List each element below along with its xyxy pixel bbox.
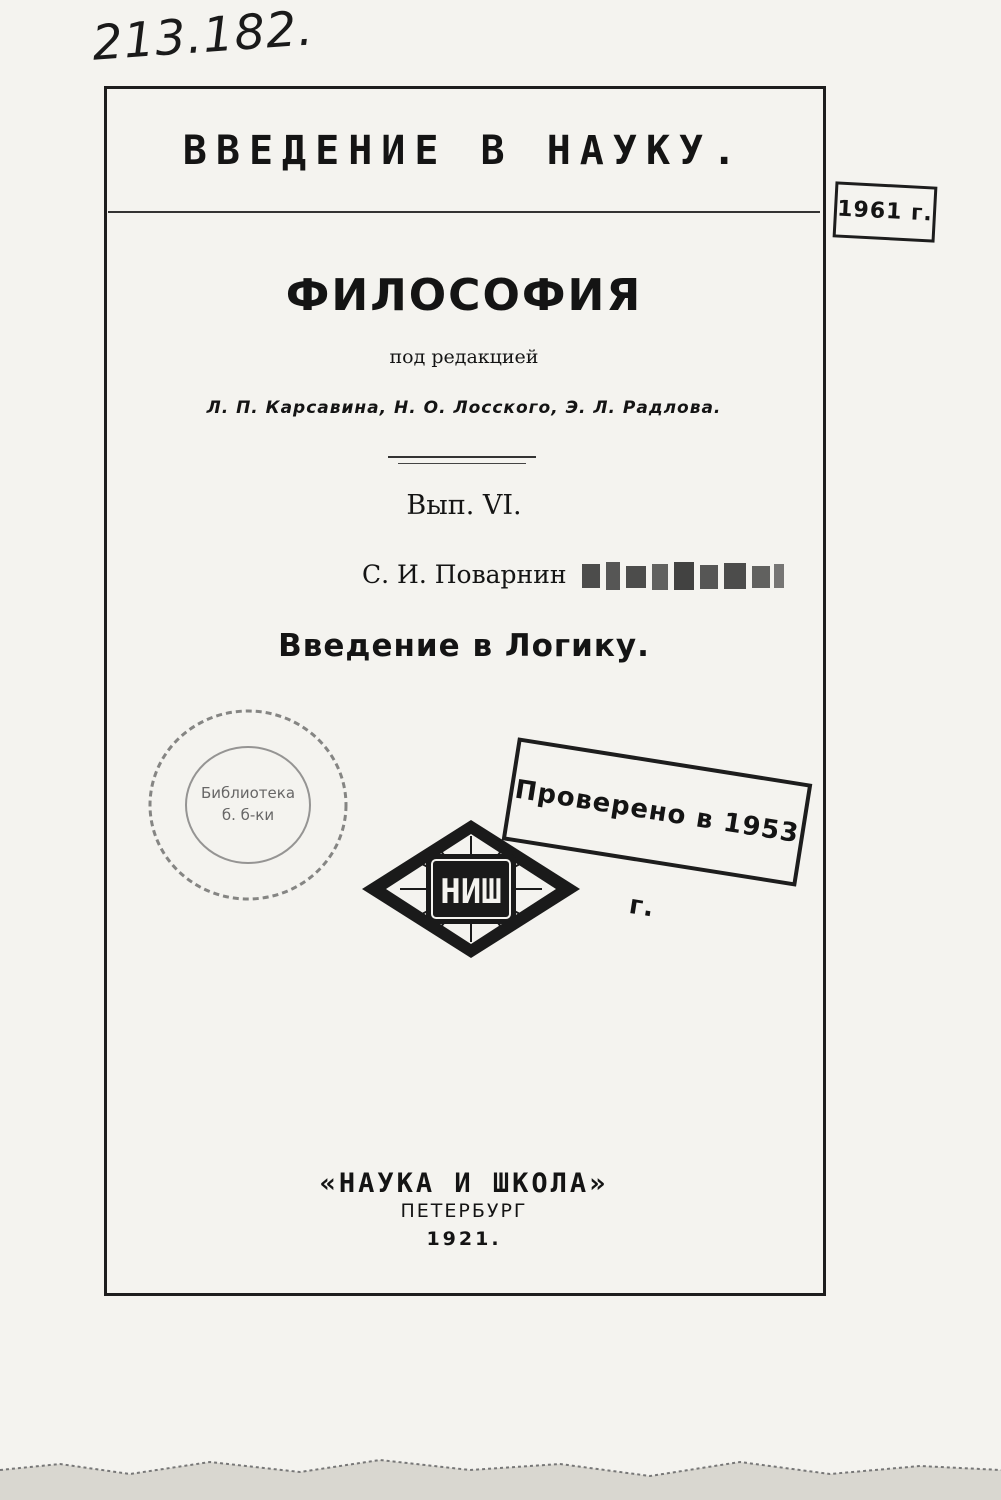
editors-line: Л. П. Карсавина, Н. О. Лосского, Э. Л. Радлова. — [206, 398, 722, 418]
year-tag-stamp: 1961 г. — [833, 181, 938, 242]
page-frame — [104, 86, 826, 1296]
publisher-emblem — [360, 818, 582, 960]
issue-number: Вып. VI. — [406, 490, 522, 521]
ornament-rule — [388, 456, 536, 458]
publisher-city: ПЕТЕРБУРГ — [400, 1200, 528, 1222]
handwritten-shelfmark: 213.182. — [90, 0, 316, 72]
emblem-monogram: НИШ — [440, 872, 502, 912]
book-title: Введение в Логику. — [278, 628, 650, 664]
publisher-name: «НАУКА И ШКОЛА» — [319, 1168, 609, 1199]
ornament-rule-inner — [398, 463, 526, 464]
round-stamp-line-2: б. б-ки — [221, 806, 275, 824]
worn-page-edge — [0, 1440, 1001, 1500]
subject-heading: ФИЛОСОФИЯ — [285, 270, 643, 321]
series-divider — [108, 211, 820, 213]
series-title: ВВЕДЕНИЕ В НАУКУ. — [182, 128, 746, 174]
round-stamp-line-1: Библиотека — [200, 784, 296, 802]
library-round-stamp — [140, 700, 355, 910]
author-name: С. И. Поварнин — [362, 560, 567, 589]
checked-stamp: Проверено в 1953 г. — [502, 737, 813, 886]
ink-blot-stamp — [578, 556, 788, 596]
editor-label: под редакцией — [389, 346, 539, 368]
publication-year: 1921. — [426, 1228, 502, 1250]
